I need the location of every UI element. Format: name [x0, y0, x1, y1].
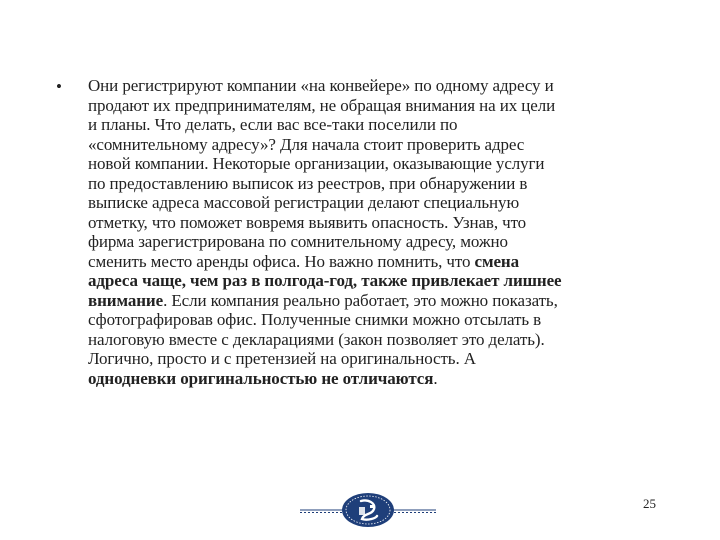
- text-segment: фирма зарегистрирована по сомнительному адресу, можно: [88, 232, 508, 251]
- text-segment: .: [433, 368, 438, 388]
- bullet-marker: •: [56, 77, 62, 96]
- text-segment: продают их предпринимателям, не обращая внимания на их цели: [88, 95, 556, 115]
- text-segment: налоговую вместе с декларациями (закон позволяет это делать).: [88, 329, 545, 349]
- text-line: [88, 271, 668, 291]
- bold-text-segment: смена: [474, 251, 519, 271]
- bold-text-segment: однодневки оригинальностью не отличаются: [88, 368, 434, 388]
- text-segment: по предоставлению выписок из реестров, при обнаружении в: [88, 173, 528, 193]
- text-line: [88, 96, 668, 116]
- text-segment: новой компании. Некоторые организации, оказывающие услуги: [88, 154, 545, 173]
- text-line: [88, 330, 668, 350]
- text-segment: Они регистрируют компании «на конвейере» по одному адресу и: [88, 76, 554, 95]
- bullet-paragraph: [88, 76, 668, 388]
- text-line: [88, 193, 668, 213]
- text-line: [88, 291, 668, 311]
- text-line: [88, 135, 668, 155]
- text-segment: и планы. Что делать, если вас все-таки поселили по: [88, 115, 458, 134]
- text-line: [88, 232, 668, 252]
- text-line: [88, 154, 668, 174]
- text-line: [88, 349, 668, 369]
- text-line: [88, 213, 668, 233]
- text-segment: . Если компания реально работает, это можно показать,: [163, 290, 558, 310]
- text-segment: сменить место аренды офиса. Но важно помнить, что: [88, 251, 475, 271]
- text-segment: «сомнительному адресу»? Для начала стоит проверить адрес: [88, 134, 525, 154]
- text-line: [88, 252, 668, 272]
- text-line: [88, 174, 668, 194]
- bold-text-segment: адреса чаще, чем раз в полгода-год, также привлекает лишнее: [88, 271, 562, 290]
- text-segment: Логично, просто и с претензией на оригинальность. А: [88, 349, 476, 368]
- text-segment: отметку, что поможет вовремя выявить опасность. Узнав, что: [88, 212, 527, 232]
- emblem-logo-icon: [298, 491, 438, 529]
- text-line: [88, 76, 668, 96]
- page-number: 25: [643, 496, 656, 511]
- text-segment: сфотографировав офис. Полученные снимки можно отсылать в: [88, 310, 542, 329]
- text-line: [88, 115, 668, 135]
- text-line: [88, 369, 668, 389]
- bold-text-segment: внимание: [88, 290, 164, 310]
- text-line: [88, 310, 668, 330]
- text-segment: выписке адреса массовой регистрации делают специальную: [88, 193, 520, 212]
